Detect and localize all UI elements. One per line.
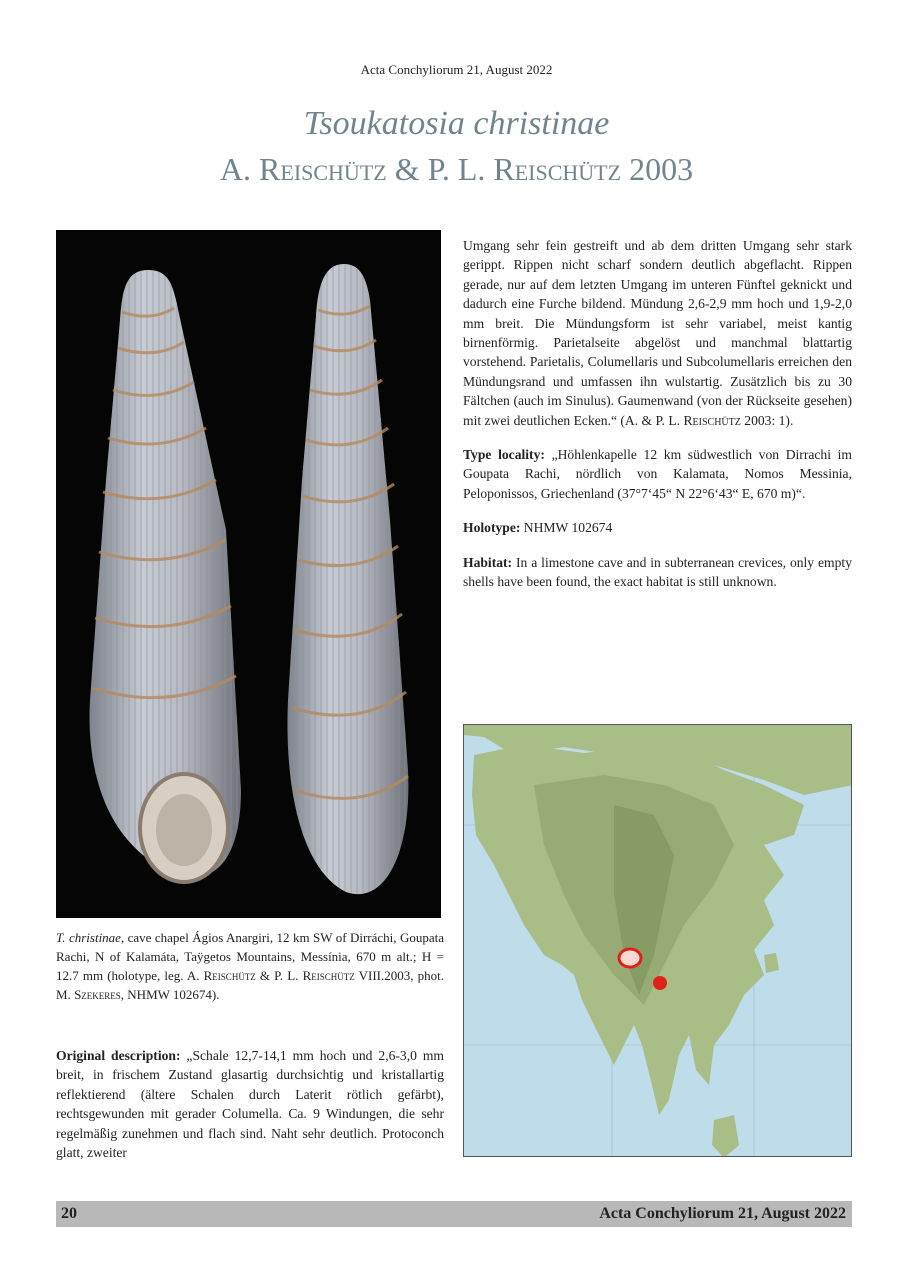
original-description-label: Original description: <box>56 1048 181 1063</box>
page-number: 20 <box>61 1205 77 1222</box>
right-column <box>463 236 852 607</box>
author-name: Reischütz <box>259 151 387 187</box>
original-description-continued: Umgang sehr fein gestreift und ab dem dritten Umgang sehr stark gerippt. Rippen nicht scharf sondern deutlich abgeflacht. Rippen gerade, nur auf dem letzten Umgang im unteren Fünftel geknickt und dadurch eine Furche bildend. Mündung 2,6-2,9 mm hoch und 1,9-2,0 mm breit. Die Mündungsform ist sehr variabel, meist kantig birnenförmig. Parietalseite abgelöst und manchmal blattartig vorstehend. Parietalis, Columellaris und Subcolumellaris erreichen den Mündungsrand und umfassen ihn wulstartig. Zusätzlich bis zu 30 Fältchen (auch im Sinulus). Gaumenwand (von der Rückseite gesehen) mit zwei deutlichen Ecken.“ (A. & P. L. Reischütz 2003: 1). <box>463 238 852 428</box>
authority: A. Reischütz & P. L. Reischütz 2003 <box>219 151 694 187</box>
shell-illustration <box>56 230 441 918</box>
caption-taxon: T. christinae <box>56 930 121 945</box>
habitat: Habitat: In a limestone cave and in subterranean crevices, only empty shells have been found, the exact habitat is still unknown. <box>463 554 852 590</box>
author-name: Reischütz <box>493 151 622 187</box>
shell-apertural-view <box>90 270 241 882</box>
distribution-map <box>463 724 852 1157</box>
running-head: Acta Conchyliorum 21, August 2022 <box>360 62 553 77</box>
original-description: Original description: „Schale 12,7-14,1 mm hoch und 2,6-3,0 mm breit, in frischem Zustand glasartig durchsichtig und kristallartig reflektierend (ältere Schalen durch Laterit rötlich gefärbt), rechtsgewunden mit gerader Columella. Ca. 9 Windungen, die sehr regelmäßig zunehmen und flach sind. Naht sehr deutlich. Protoconch glatt, zweiter <box>56 1048 444 1161</box>
peloponnese-map <box>464 725 852 1157</box>
figure-caption: T. christinae, cave chapel Ágios Anargiri, 12 km SW of Dirráchi, Goupata Rachi, N of Kalamáta, Taÿgetos Mountains, Messínia, 670 m alt.; H = 12.7 mm (holotype, leg. A. Reischütz & P. L. Reischütz VIII.2003, phot. M. Szekeres, NHMW 102674). <box>56 930 444 1002</box>
page-footer <box>56 1201 852 1227</box>
type-locality: Type locality: „Höhlenkapelle 12 km südwestlich von Dirrachi im Goupata Rachi, nördlich von Kalamata, Nomos Messinia, Peloponissos, Griechenland (37°7‘45“ N 22°6‘43“ E, 670 m)“. <box>463 447 852 501</box>
footer-journal: Acta Conchyliorum 21, August 2022 <box>599 1205 846 1222</box>
holotype: Holotype: NHMW 102674 <box>463 520 613 536</box>
article-title <box>0 102 913 192</box>
species-name: Tsoukatosia christinae <box>303 105 610 142</box>
holotype-photo <box>56 230 441 918</box>
shell-dorsal-view <box>287 264 408 894</box>
